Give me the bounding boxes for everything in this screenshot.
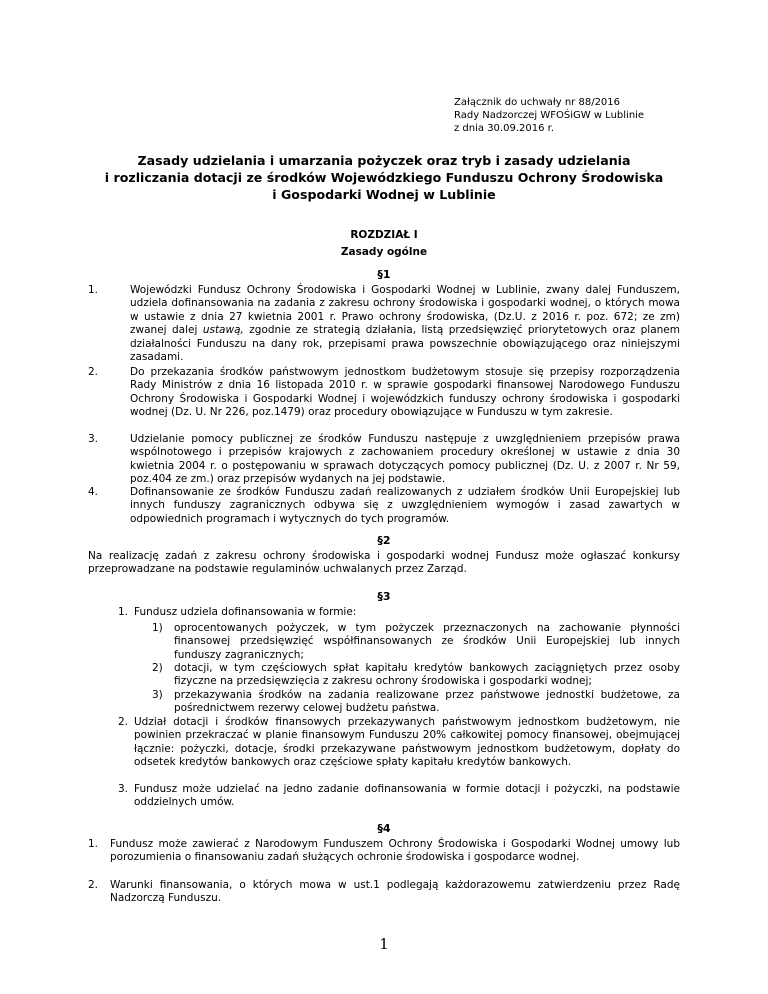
annex-note xyxy=(454,96,682,135)
list-number: 3) xyxy=(152,689,163,701)
chapter-subheading: Zasady ogólne xyxy=(340,246,428,258)
list-number: 2. xyxy=(88,879,99,891)
section-3-subitem-1: oprocentowanych pożyczek, w tym pożyczek przeznaczonych na zachowanie płynności finansowej przedsięwzięć współfinansowanych ze środków Unii Europejskiej lub innych funduszy zagranicznych; xyxy=(174,622,680,661)
section-4-item-1: Fundusz może zawierać z Narodowym Funduszem Ochrony Środowiska i Gospodarki Wodnej umowy lub porozumienia o finansowaniu zadań służących ochronie środowiska i gospodarce wodnej. xyxy=(110,838,680,864)
section-4-heading: §4 xyxy=(377,822,391,835)
annex-line: z dnia 30.09.2016 r. xyxy=(454,123,555,134)
section-3-item-2: Udział dotacji i środków finansowych przekazywanych państwowym jednostkom budżetowym, nie powinien przekraczać w planie finansowym Funduszu 20% całkowitej pomocy finansowej, obejmującej łącznie: pożyczki, dotacje, środki przekazywane państwowym jednostkom budżetowym, dopłaty do odsetek kredytów bankowych oraz częściowe spłaty kapitału kredytów bankowych. xyxy=(134,716,680,769)
document-title xyxy=(60,152,708,203)
section-3-subitem-2: dotacji, w tym częściowych spłat kapitału kredytów bankowych zaciągniętych przez osoby fizyczne na przedsięwzięcia z zakresu ochrony środowiska i gospodarki wodnej; xyxy=(174,662,680,688)
list-number: 3. xyxy=(118,783,129,795)
list-number: 1. xyxy=(88,838,99,850)
section-1-item-2: Do przekazania środków państwowym jednostkom budżetowym stosuje się przepisy rozporządzenia Rady Ministrów z dnia 16 listopada 2010 r. w sprawie gospodarki finansowej Narodowego Funduszu Ochrony Środowiska i Gospodarki Wodnej i wojewódzkich funduszy ochrony środowiska i gospodarki wodnej (Dz. U. Nr 226, poz.1479) oraz procedury obowiązujące w Funduszu w tym zakresie. xyxy=(130,366,680,419)
list-number: 1. xyxy=(118,606,129,618)
section-1-heading: §1 xyxy=(377,268,391,281)
section-3-item-1: Fundusz udziela dofinansowania w formie: xyxy=(134,606,357,618)
chapter-heading: ROZDZIAŁ I xyxy=(350,229,418,241)
emphasis-text: ustawą, xyxy=(202,324,244,337)
annex-line: Rady Nadzorczej WFOŚiGW w Lublinie xyxy=(454,110,645,121)
title-line: i Gospodarki Wodnej w Lublinie xyxy=(272,187,496,202)
annex-line: Załącznik do uchwały nr 88/2016 xyxy=(454,97,621,108)
page-number: 1 xyxy=(379,935,389,953)
section-3-item-3: Fundusz może udzielać na jedno zadanie dofinansowania w formie dotacji i pożyczki, na podstawie oddzielnych umów. xyxy=(134,783,680,809)
title-line: Zasady udzielania i umarzania pożyczek oraz tryb i zasady udzielania xyxy=(137,153,631,168)
list-number: 4. xyxy=(88,486,99,498)
section-2-text: Na realizację zadań z zakresu ochrony środowiska i gospodarki wodnej Fundusz może ogłaszać konkursy przeprowadzane na podstawie regulaminów uchwalanych przez Zarząd. xyxy=(88,550,680,576)
list-number: 1. xyxy=(88,284,99,296)
section-1-item-4: Dofinansowanie ze środków Funduszu zadań realizowanych z udziałem środków Unii Europejskiej lub innych funduszy zagranicznych odbywa się z uwzględnieniem wymogów i zasad zawartych w odpowiednich programach i wytycznych do tych programów. xyxy=(130,486,680,525)
list-number: 1) xyxy=(152,622,163,634)
section-2-heading: §2 xyxy=(377,534,391,547)
section-3-subitem-3: przekazywania środków na zadania realizowane przez państwowe jednostki budżetowe, za pośrednictwem rezerwy celowej budżetu państwa. xyxy=(174,689,680,715)
list-number: 3. xyxy=(88,433,99,445)
list-number: 2. xyxy=(88,366,99,378)
section-4-item-2: Warunki finansowania, o których mowa w ust.1 podlegają każdorazowemu zatwierdzeniu przez Radę Nadzorczą Funduszu. xyxy=(110,879,680,905)
list-number: 2. xyxy=(118,716,129,728)
list-number: 2) xyxy=(152,662,163,674)
title-line: i rozliczania dotacji ze środków Wojewódzkiego Funduszu Ochrony Środowiska xyxy=(104,170,664,185)
section-1-item-1: Wojewódzki Fundusz Ochrony Środowiska i Gospodarki Wodnej w Lublinie, zwany dalej Funduszem, udziela dofinansowania na zadania z zakresu ochrony środowiska i gospodarki wodnej, o których mowa w ustawie z dnia 27 kwietnia 2001 r. Prawo ochrony środowiska, (Dz.U. z 2016 r. poz. 672; ze zm) zwanej dalej ustawą, zgodnie ze strategią działania, listą przedsięwzięć priorytetowych oraz planem działalności Funduszu na dany rok, przepisami prawa powszechnie obowiązującego oraz niniejszymi zasadami. xyxy=(130,284,680,364)
section-3-heading: §3 xyxy=(377,590,391,603)
section-1-item-3: Udzielanie pomocy publicznej ze środków Funduszu następuje z uwzględnieniem przepisów prawa wspólnotowego i przepisów krajowych z zachowaniem procedury określonej w ustawie z dnia 30 kwietnia 2004 r. o postępowaniu w sprawach dotyczących pomocy publicznej (Dz. U. z 2007 r. Nr 59, poz.404 ze zm.) oraz przepisów wydanych na jej podstawie. xyxy=(130,433,680,486)
